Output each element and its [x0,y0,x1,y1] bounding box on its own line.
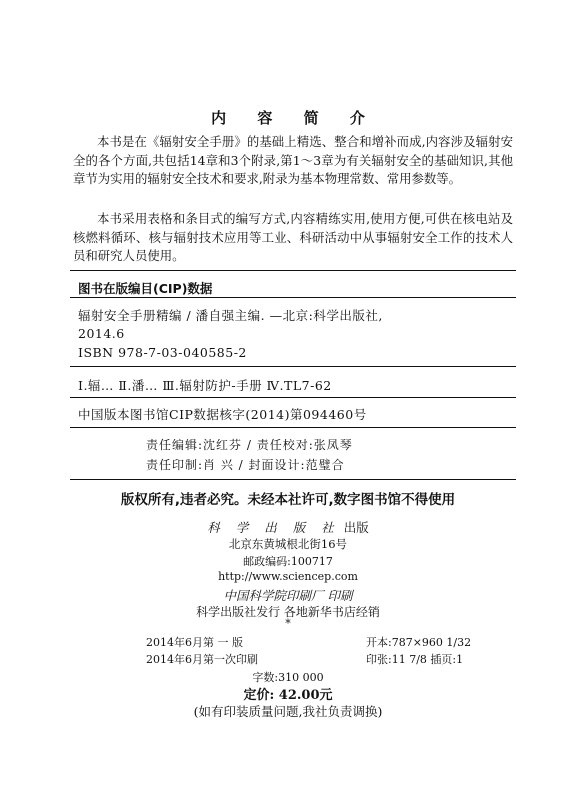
divider-top [70,270,516,271]
intro-paragraph-1 [73,133,513,189]
publisher-postcode: 邮政编码:100717 [243,555,333,568]
printing-sheets: 印张:11 7/8 插页:1 [366,653,464,666]
first-printing: 2014年6月第一次印刷 [146,653,258,666]
quality-contact: (如有印装质量问题,我社负责调换) [193,704,383,719]
divider-classification [70,397,516,398]
book-format: 开本:787×960 1/32 [366,636,472,649]
divider-cip-heading [70,297,516,298]
cip-isbn-line: ISBN 978-7-03-040585-2 [78,345,247,360]
staff-editors: 责任编辑:沈红芬 / 责任校对:张凤琴 [146,438,353,452]
divider-rights [70,479,516,480]
word-count: 字数:310 000 [252,671,324,684]
separator-star: * [285,617,291,630]
publisher-url: http://www.sciencep.com [218,570,358,583]
cip-year-line: 2014.6 [78,326,125,341]
rights-notice: 版权所有,违者必究。未经本社许可,数字图书馆不得使用 [120,492,456,508]
publisher-name: 科 学 出 版 社 [207,520,340,535]
cip-classification-line: Ⅰ.辐… Ⅱ.潘… Ⅲ.辐射防护-手册 Ⅳ.TL7-62 [78,378,332,393]
divider-isbn [70,366,516,367]
cip-heading: 图书在版编目(CIP)数据 [78,281,213,296]
intro-paragraph-1-text: 本书是在《辐射安全手册》的基础上精选、整合和增补而成,内容涉及辐射安全的各个方面,共包括14章和3个附录,第1～3章为有关辐射安全的基础知识,其他章节为实用的辐射安全技术和要求,附录为基本物理常数、常用参数等。 [73,134,513,187]
printer-line: 中国科学院印刷厂 印刷 [223,588,353,603]
divider-cip-bottom [70,427,516,428]
cip-record-line: 中国版本图书馆CIP数据核字(2014)第094460号 [78,407,367,422]
distribution-line: 科学出版社发行 各地新华书店经销 [196,605,380,619]
intro-paragraph-2 [73,210,513,266]
price: 定价: 42.00元 [243,688,333,703]
cip-title-line: 辐射安全手册精编 / 潘自强主编. —北京:科学出版社, [78,308,383,323]
publisher-address: 北京东黄城根北街16号 [228,537,348,551]
intro-paragraph-2-text: 本书采用表格和条目式的编写方式,内容精练实用,使用方便,可供在核电站及核燃料循环、核与辐射技术应用等工业、科研活动中从事辐射安全工作的技术人员和研究人员使用。 [73,211,513,264]
first-edition: 2014年6月第 一 版 [146,636,243,649]
publisher-line [0,518,576,536]
intro-title: 内 容 简 介 [211,109,378,127]
publisher-suffix: 出版 [343,520,369,535]
staff-production: 责任印制:肖 兴 / 封面设计:范璧合 [146,458,345,472]
